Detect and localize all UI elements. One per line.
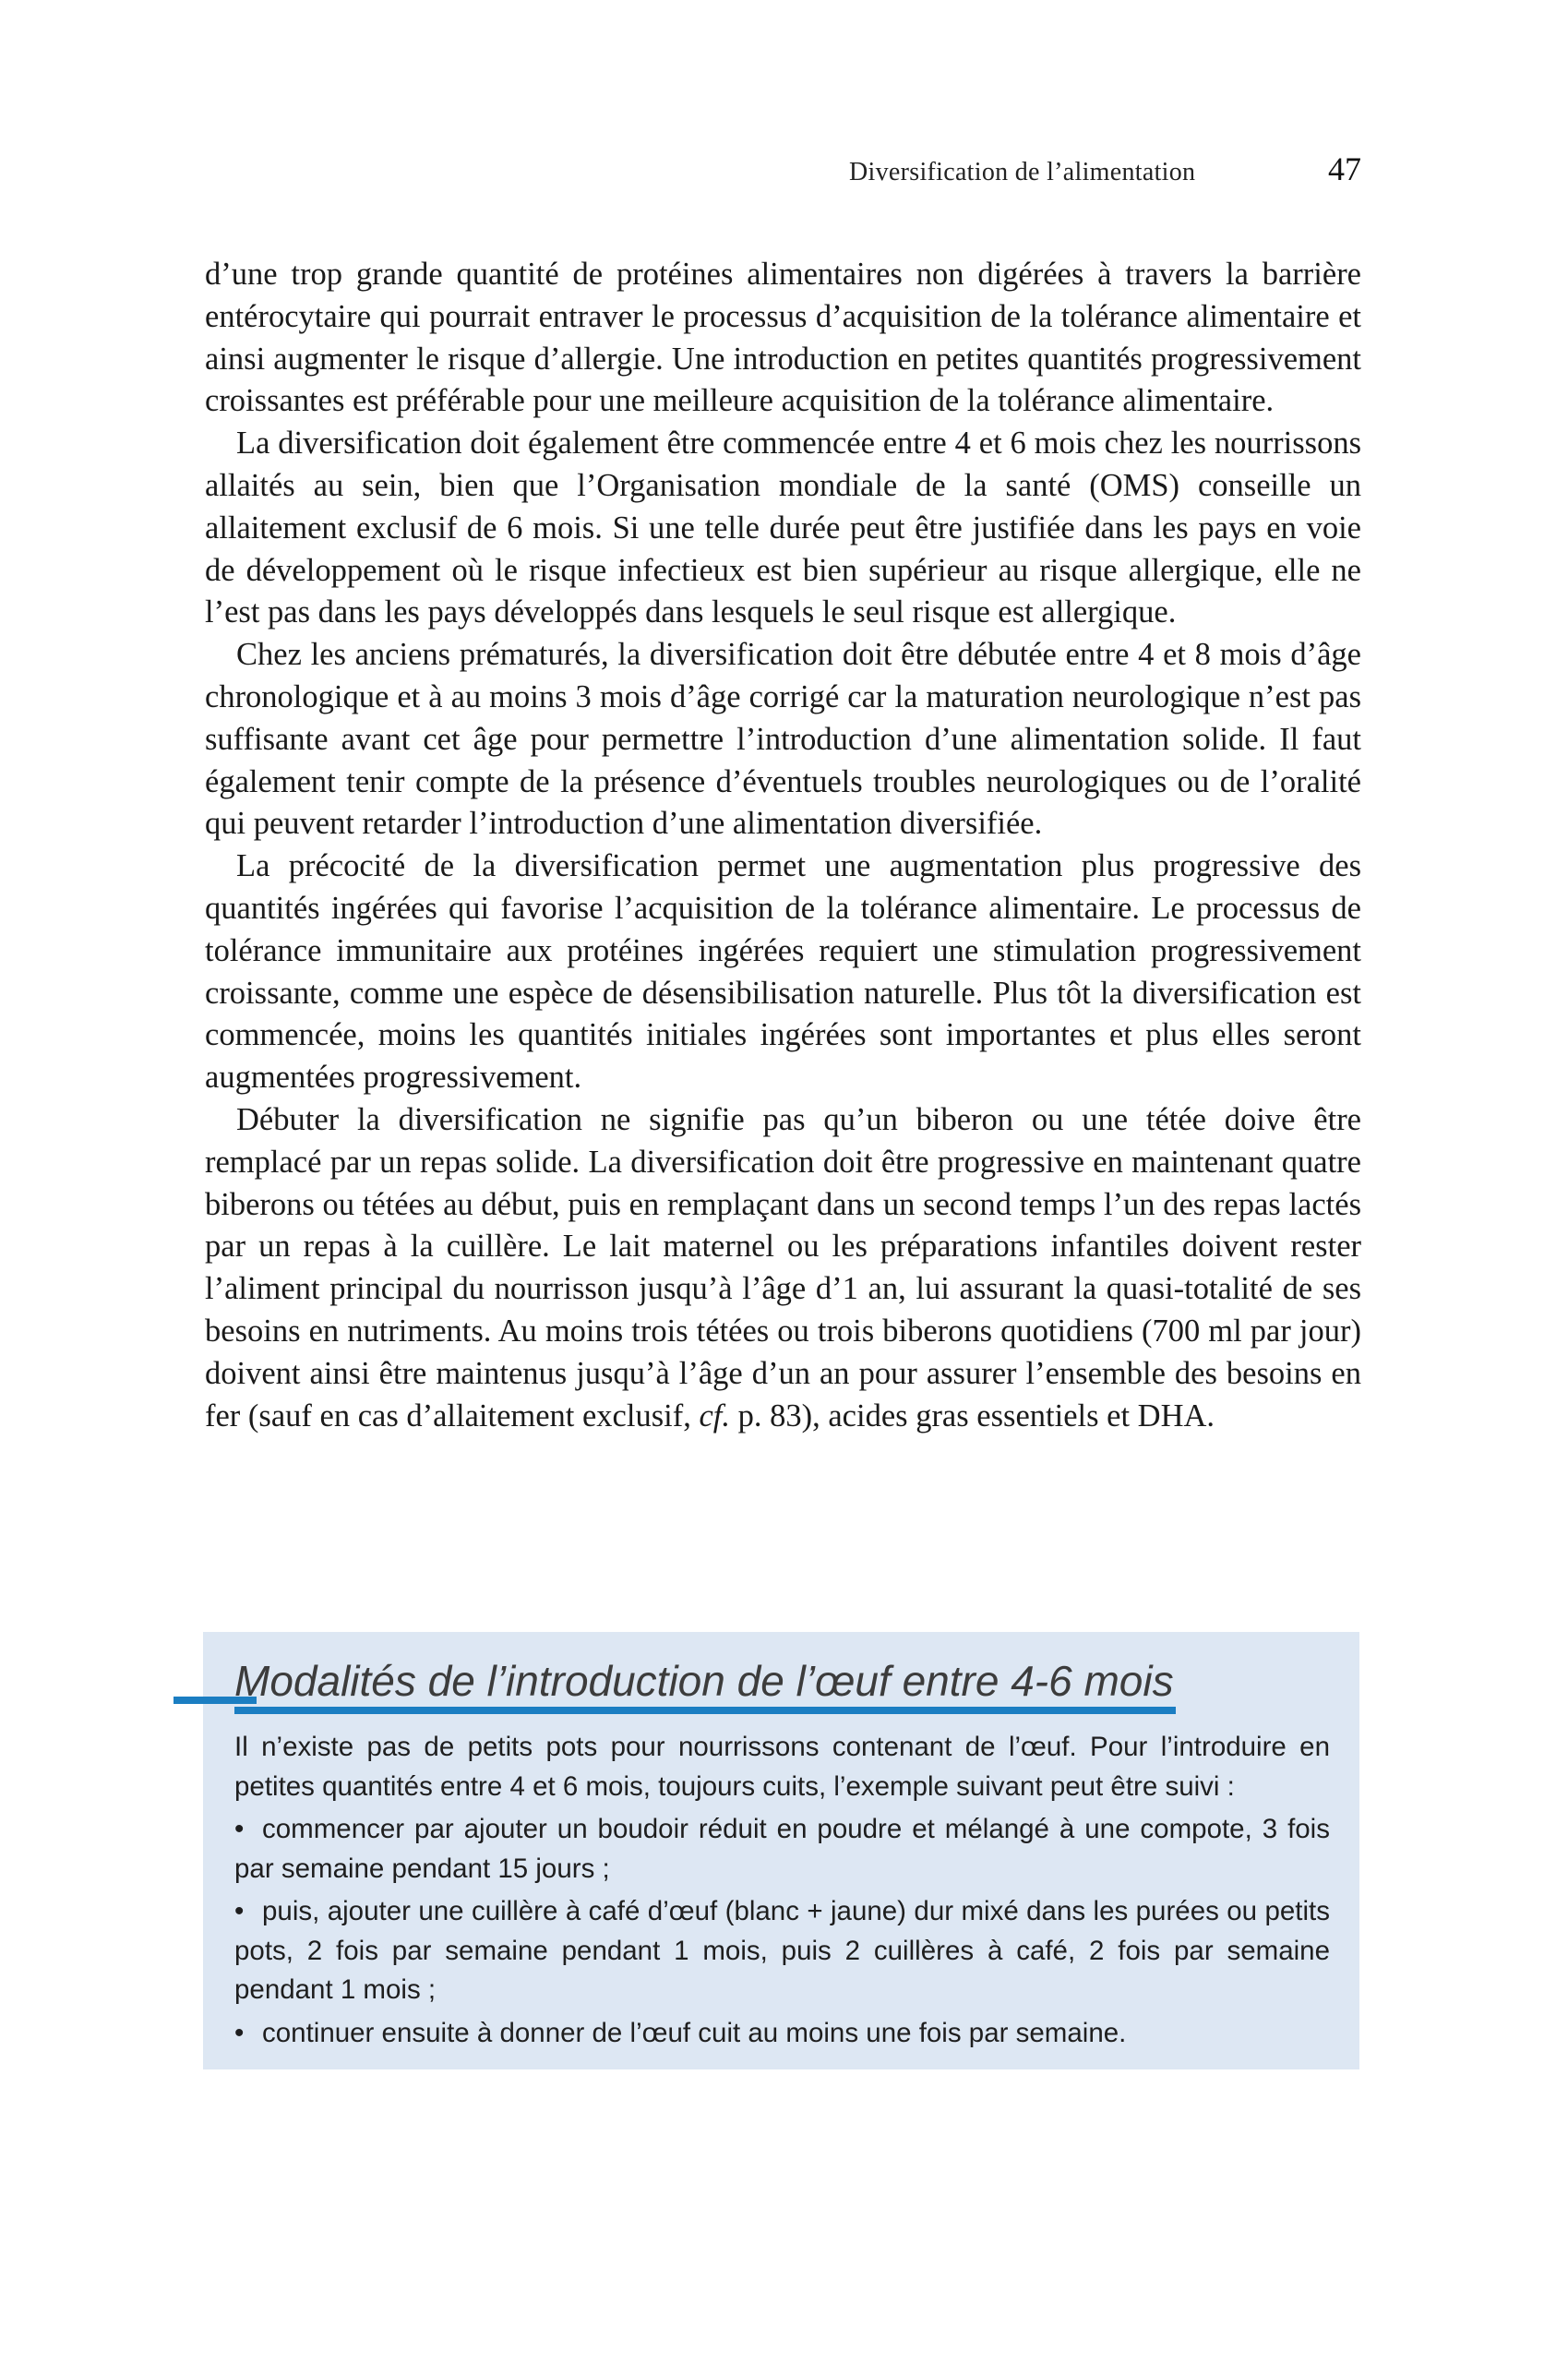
paragraph-4: La précocité de la diversification permet une augmentation plus progressive des quantités ingérées qui favorise l’acquisition de la tolérance alimentaire. Le processus de tolérance immunitaire aux protéines ingérées requiert une stimulation progressivement croissante, comme une espèce de désensibilisation naturelle. Plus tôt la diversification est commencée, moins les quantités initiales ingérées sont importantes et plus elles seront augmentées progressivement. <box>205 848 1361 1096</box>
running-title: Diversification de l’alimentation <box>849 158 1196 186</box>
body-text <box>205 254 1361 1437</box>
box-bullet-3 <box>234 2014 1330 2054</box>
bullet-icon: • <box>234 1814 245 1844</box>
paragraph-1: d’une trop grande quantité de protéines alimentaires non digérées à travers la barrière entérocytaire qui pourrait entraver le processus d’acquisition de la tolérance alimentaire et ainsi augmenter le risque d’allergie. Une introduction en petites quantités progressivement croissantes est préférable pour une meilleure acquisition de la tolérance alimentaire. <box>205 257 1361 419</box>
box-bullet-text: continuer ensuite à donner de l’œuf cuit au moins une fois par semaine. <box>262 2017 1127 2048</box>
bullet-icon: • <box>234 1896 245 1926</box>
page-number: 47 <box>1328 150 1361 187</box>
bullet-icon: • <box>234 2017 245 2048</box>
box-bullet-2 <box>234 1892 1330 2010</box>
paragraph-2: La diversification doit également être commencée entre 4 et 6 mois chez les nourrissons allaités au sein, bien que l’Organisation mondiale de la santé (OMS) conseille un allaitement exclusif de 6 mois. Si une telle durée peut être justifiée dans les pays en voie de développement où le risque infectieux est bien supérieur au risque allergique, elle ne l’est pas dans les pays développés dans lesquels le seul risque est allergique. <box>205 426 1361 630</box>
box-bullet-text: commencer par ajouter un boudoir réduit en poudre et mélangé à une compote, 3 fois par semaine pendant 15 jours ; <box>234 1814 1330 1884</box>
cf-abbreviation: cf. <box>699 1397 730 1433</box>
box-bullet-text: puis, ajouter une cuillère à café d’œuf (blanc + jaune) dur mixé dans les purées ou petits pots, 2 fois par semaine pendant 1 mois, puis 2 cuillères à café, 2 fois par semaine pendant 1 mois ; <box>234 1896 1330 2005</box>
paragraph-5 <box>205 1099 1361 1437</box>
box-title-wrap <box>234 1655 1176 1714</box>
paragraph-5-text: Débuter la diversification ne signifie pas qu’un biberon ou une tétée doive être remplacé par un repas solide. La diversification doit être progressive en maintenant quatre biberons ou tétées au début, puis en remplaçant dans un second temps l’un des repas lactés par un repas à la cuillère. Le lait maternel ou les préparations infantiles doivent rester l’aliment principal du nourrisson jusqu’à l’âge d’1 an, lui assurant la quasi-totalité de ses besoins en nutriments. Au moins trois tétées ou trois biberons quotidiens (700 ml par jour) doivent ainsi être maintenus jusqu’à l’âge d’un an pour assurer l’ensemble des besoins en fer (sauf en cas d’allaitement exclusif, <box>205 1101 1361 1433</box>
box-body <box>234 1728 1330 2053</box>
paragraph-3: Chez les anciens prématurés, la diversification doit être débutée entre 4 et 8 mois d’âge chronologique et à au moins 3 mois d’âge corrigé car la maturation neurologique n’est pas suffisante avant cet âge pour permettre l’introduction d’une alimentation solide. Il faut également tenir compte de la présence d’éventuels troubles neurologiques ou de l’oralité qui peuvent retarder l’introduction d’une alimentation diversifiée. <box>205 637 1361 842</box>
box-bullet-1 <box>234 1810 1330 1889</box>
running-head <box>849 150 1361 188</box>
box-intro: Il n’existe pas de petits pots pour nourrissons contenant de l’œuf. Pour l’introduire en petites quantités entre 4 et 6 mois, toujours cuits, l’exemple suivant peut être suivi : <box>234 1732 1330 1802</box>
paragraph-5-end: p. 83), acides gras essentiels et DHA. <box>730 1397 1215 1433</box>
box-title: Modalités de l’introduction de l’œuf entre 4-6 mois <box>234 1655 1176 1714</box>
